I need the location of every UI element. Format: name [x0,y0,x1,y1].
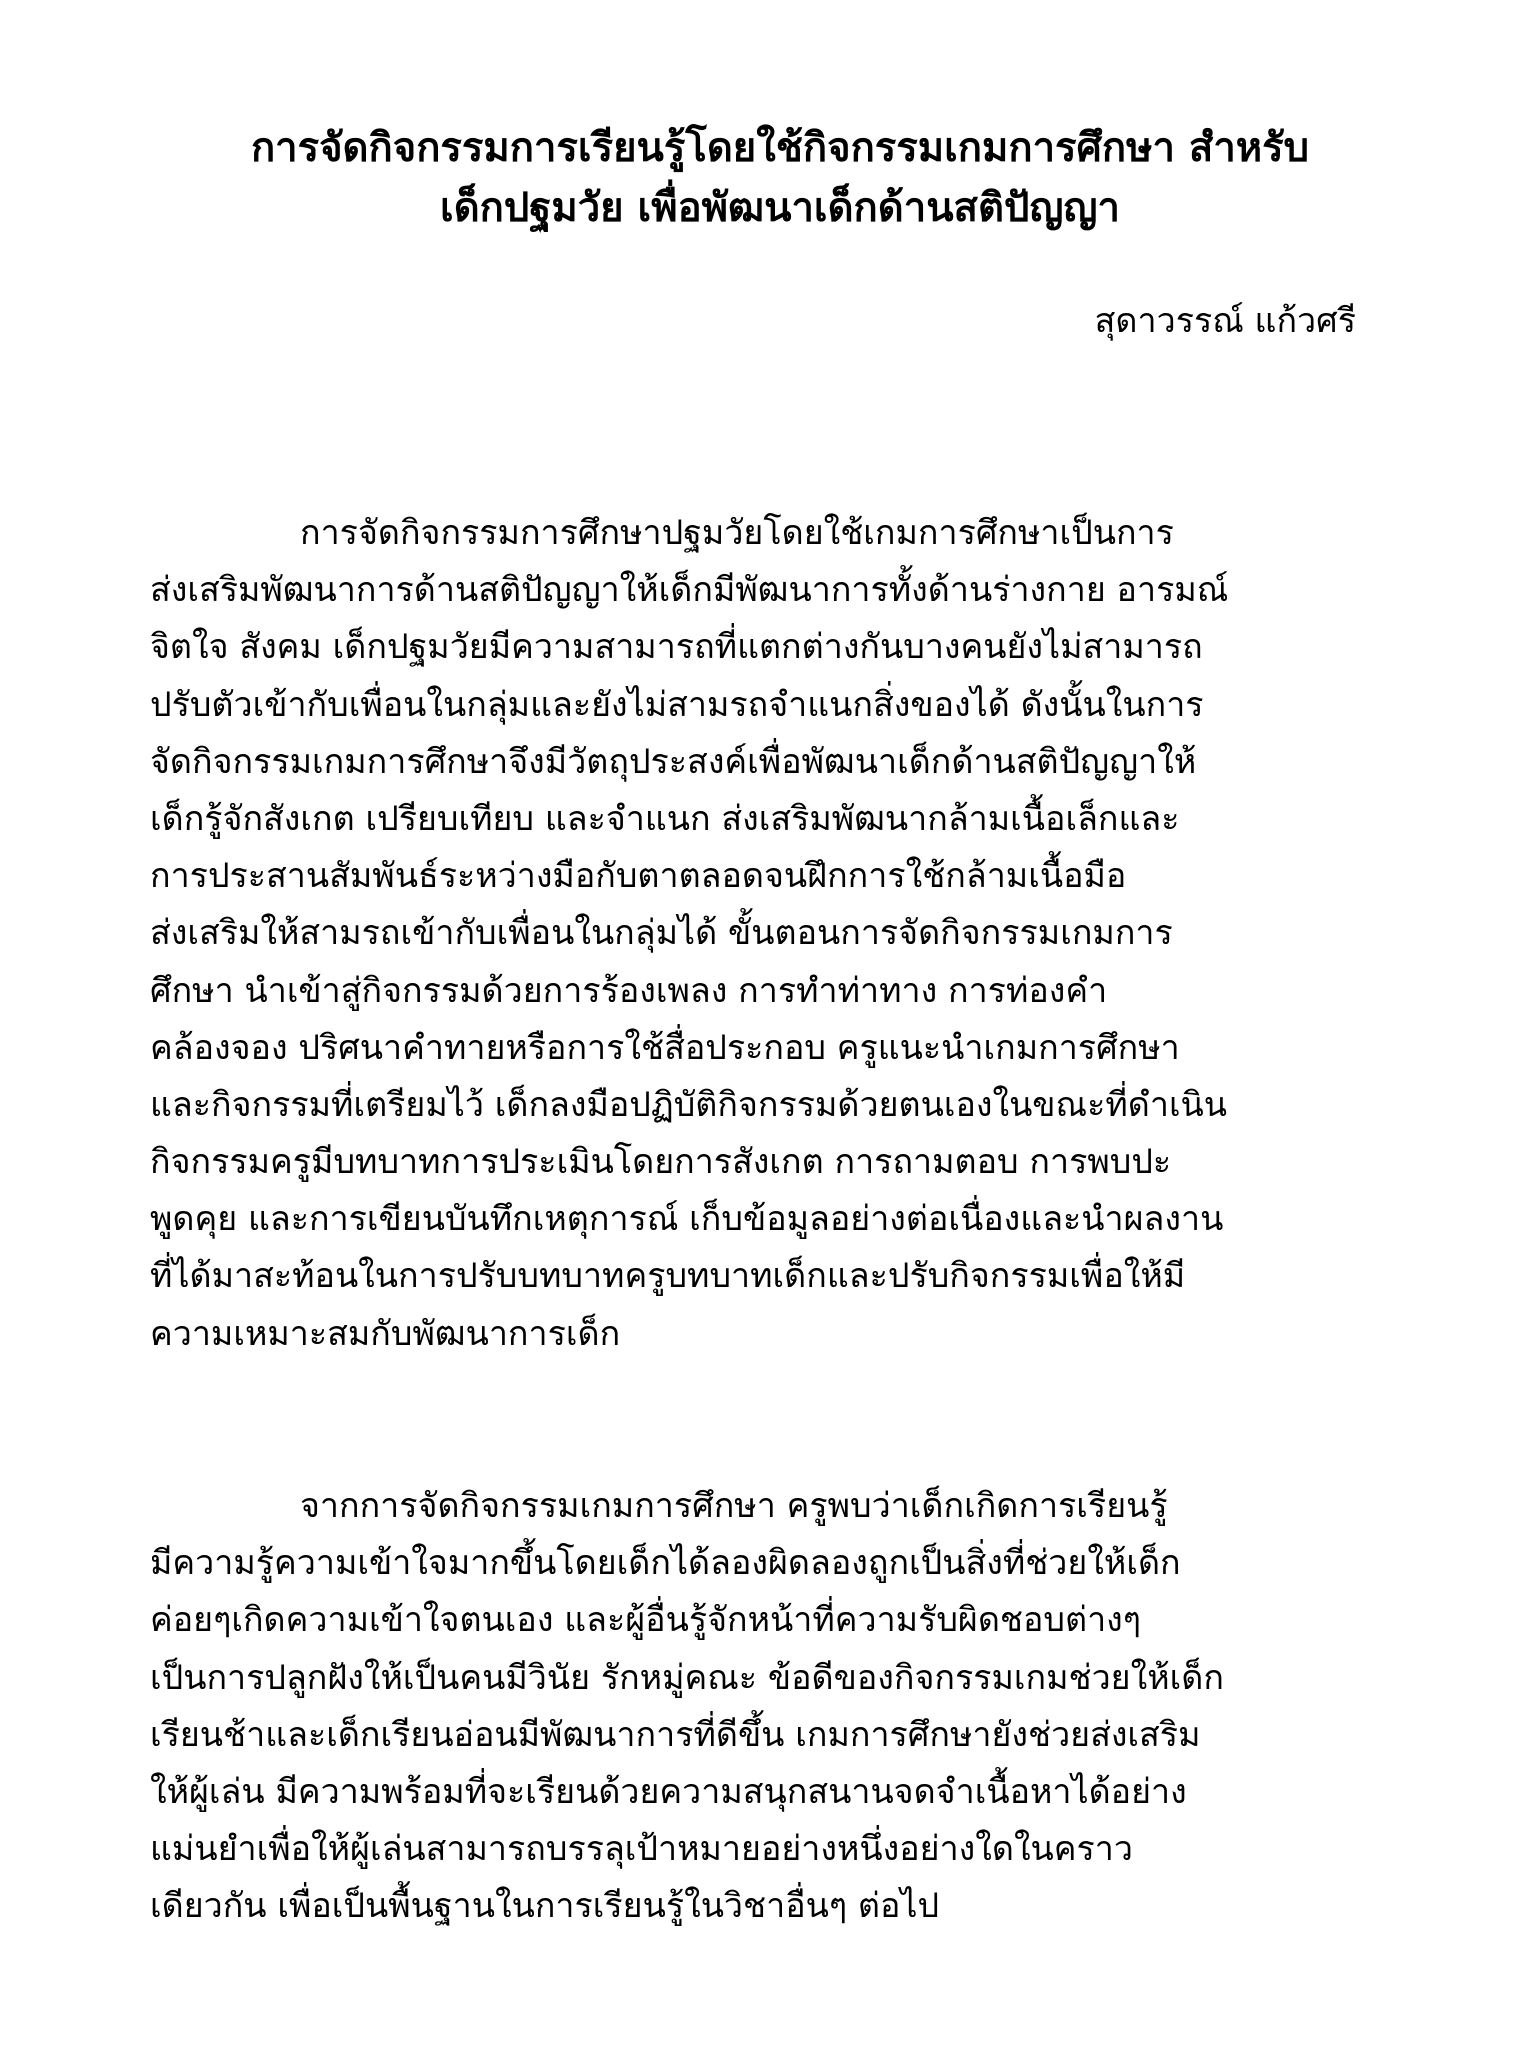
paragraph-line: คล้องจอง ปริศนาคำทายหรือการใช้สื่อประกอบ ครูแนะนำเกมการศึกษา [150,1027,1180,1068]
paragraph-line: ส่งเสริมให้สามรถเข้ากับเพื่อนในกลุ่มได้ ขั้นตอนการจัดกิจกรรมเกมการ [150,913,1173,954]
paragraph-line: ส่งเสริมพัฒนาการด้านสติปัญญาให้เด็กมีพัฒนาการทั้งด้านร่างกาย อารมณ์ [150,570,1229,611]
document-title-line-2: เด็กปฐมวัย เพื่อพัฒนาเด็กด้านสติปัญญา [440,185,1120,231]
paragraph-line: มีความรู้ความเข้าใจมากขึ้นโดยเด็กได้ลองผิดลองถูกเป็นสิ่งที่ช่วยให้เด็ก [150,1543,1181,1584]
paragraph-line: เรียนช้าและเด็กเรียนอ่อนมีพัฒนาการที่ดีขึ้น เกมการศึกษายังช่วยส่งเสริม [150,1714,1201,1755]
paragraph-2 [150,1478,1410,1936]
document-title-line-1: การจัดกิจกรรมการเรียนรู้โดยใช้กิจกรรมเกมการศึกษา สำหรับ [250,125,1310,171]
paragraph-line: กิจกรรมครูมีบทบาทการประเมินโดยการสังเกต การถามตอบ การพบปะ [150,1142,1172,1183]
paragraph-1 [150,505,1410,1363]
paragraph-line: ปรับตัวเข้ากับเพื่อนในกลุ่มและยังไม่สามรถจำแนกสิ่งของได้ ดังนั้นในการ [150,684,1204,725]
paragraph-line: เป็นการปลูกฝังให้เป็นคนมีวินัย รักหมู่คณะ ข้อดีของกิจกรรมเกมช่วยให้เด็ก [150,1657,1224,1698]
paragraph-line: แม่นยำเพื่อให้ผู้เล่นสามารถบรรลุเป้าหมายอย่างหนึ่งอย่างใดในคราว [150,1829,1133,1870]
paragraph-line: และกิจกรรมที่เตรียมไว้ เด็กลงมือปฏิบัติกิจกรรมด้วยตนเองในขณะที่ดำเนิน [150,1084,1228,1125]
paragraph-line: จิตใจ สังคม เด็กปฐมวัยมีความสามารถที่แตกต่างกันบางคนยังไม่สามารถ [150,627,1203,668]
paragraph-line: ความเหมาะสมกับพัฒนาการเด็ก [150,1313,621,1354]
paragraph-line: ค่อยๆเกิดความเข้าใจตนเอง และผู้อื่นรู้จักหน้าที่ความรับผิดชอบต่างๆ [150,1600,1142,1641]
paragraph-line: พูดคุย และการเขียนบันทึกเหตุการณ์ เก็บข้อมูลอย่างต่อเนื่องและนำผลงาน [150,1199,1224,1240]
paragraph-line: จัดกิจกรรมเกมการศึกษาจึงมีวัตถุประสงค์เพื่อพัฒนาเด็กด้านสติปัญญาให้ [150,741,1197,782]
paragraph-line: ที่ได้มาสะท้อนในการปรับบทบาทครูบทบาทเด็กและปรับกิจกรรมเพื่อให้มี [150,1256,1186,1297]
paragraph-line: ศึกษา นำเข้าสู่กิจกรรมด้วยการร้องเพลง การทำท่าทาง การท่องคำ [150,970,1108,1011]
author-name: สุดาวรรณ์ แก้วศรี [1094,301,1356,341]
paragraph-line: จากการจัดกิจกรรมเกมการศึกษา ครูพบว่าเด็กเกิดการเรียนรู้ [300,1486,1168,1526]
paragraph-line: ให้ผู้เล่น มีความพร้อมที่จะเรียนด้วยความสนุกสนานจดจำเนื้อหาได้อย่าง [150,1771,1187,1812]
paragraph-line: การจัดกิจกรรมการศึกษาปฐมวัยโดยใช้เกมการศึกษาเป็นการ [300,513,1174,553]
paragraph-line: การประสานสัมพันธ์ระหว่างมือกับตาตลอดจนฝึกการใช้กล้ามเนื้อมือ [150,856,1127,897]
paragraph-line: เดียวกัน เพื่อเป็นพื้นฐานในการเรียนรู้ในวิชาอื่นๆ ต่อไป [150,1886,940,1927]
paragraph-line: เด็กรู้จักสังเกต เปรียบเทียบ และจำแนก ส่งเสริมพัฒนากล้ามเนื้อเล็กและ [150,798,1180,839]
